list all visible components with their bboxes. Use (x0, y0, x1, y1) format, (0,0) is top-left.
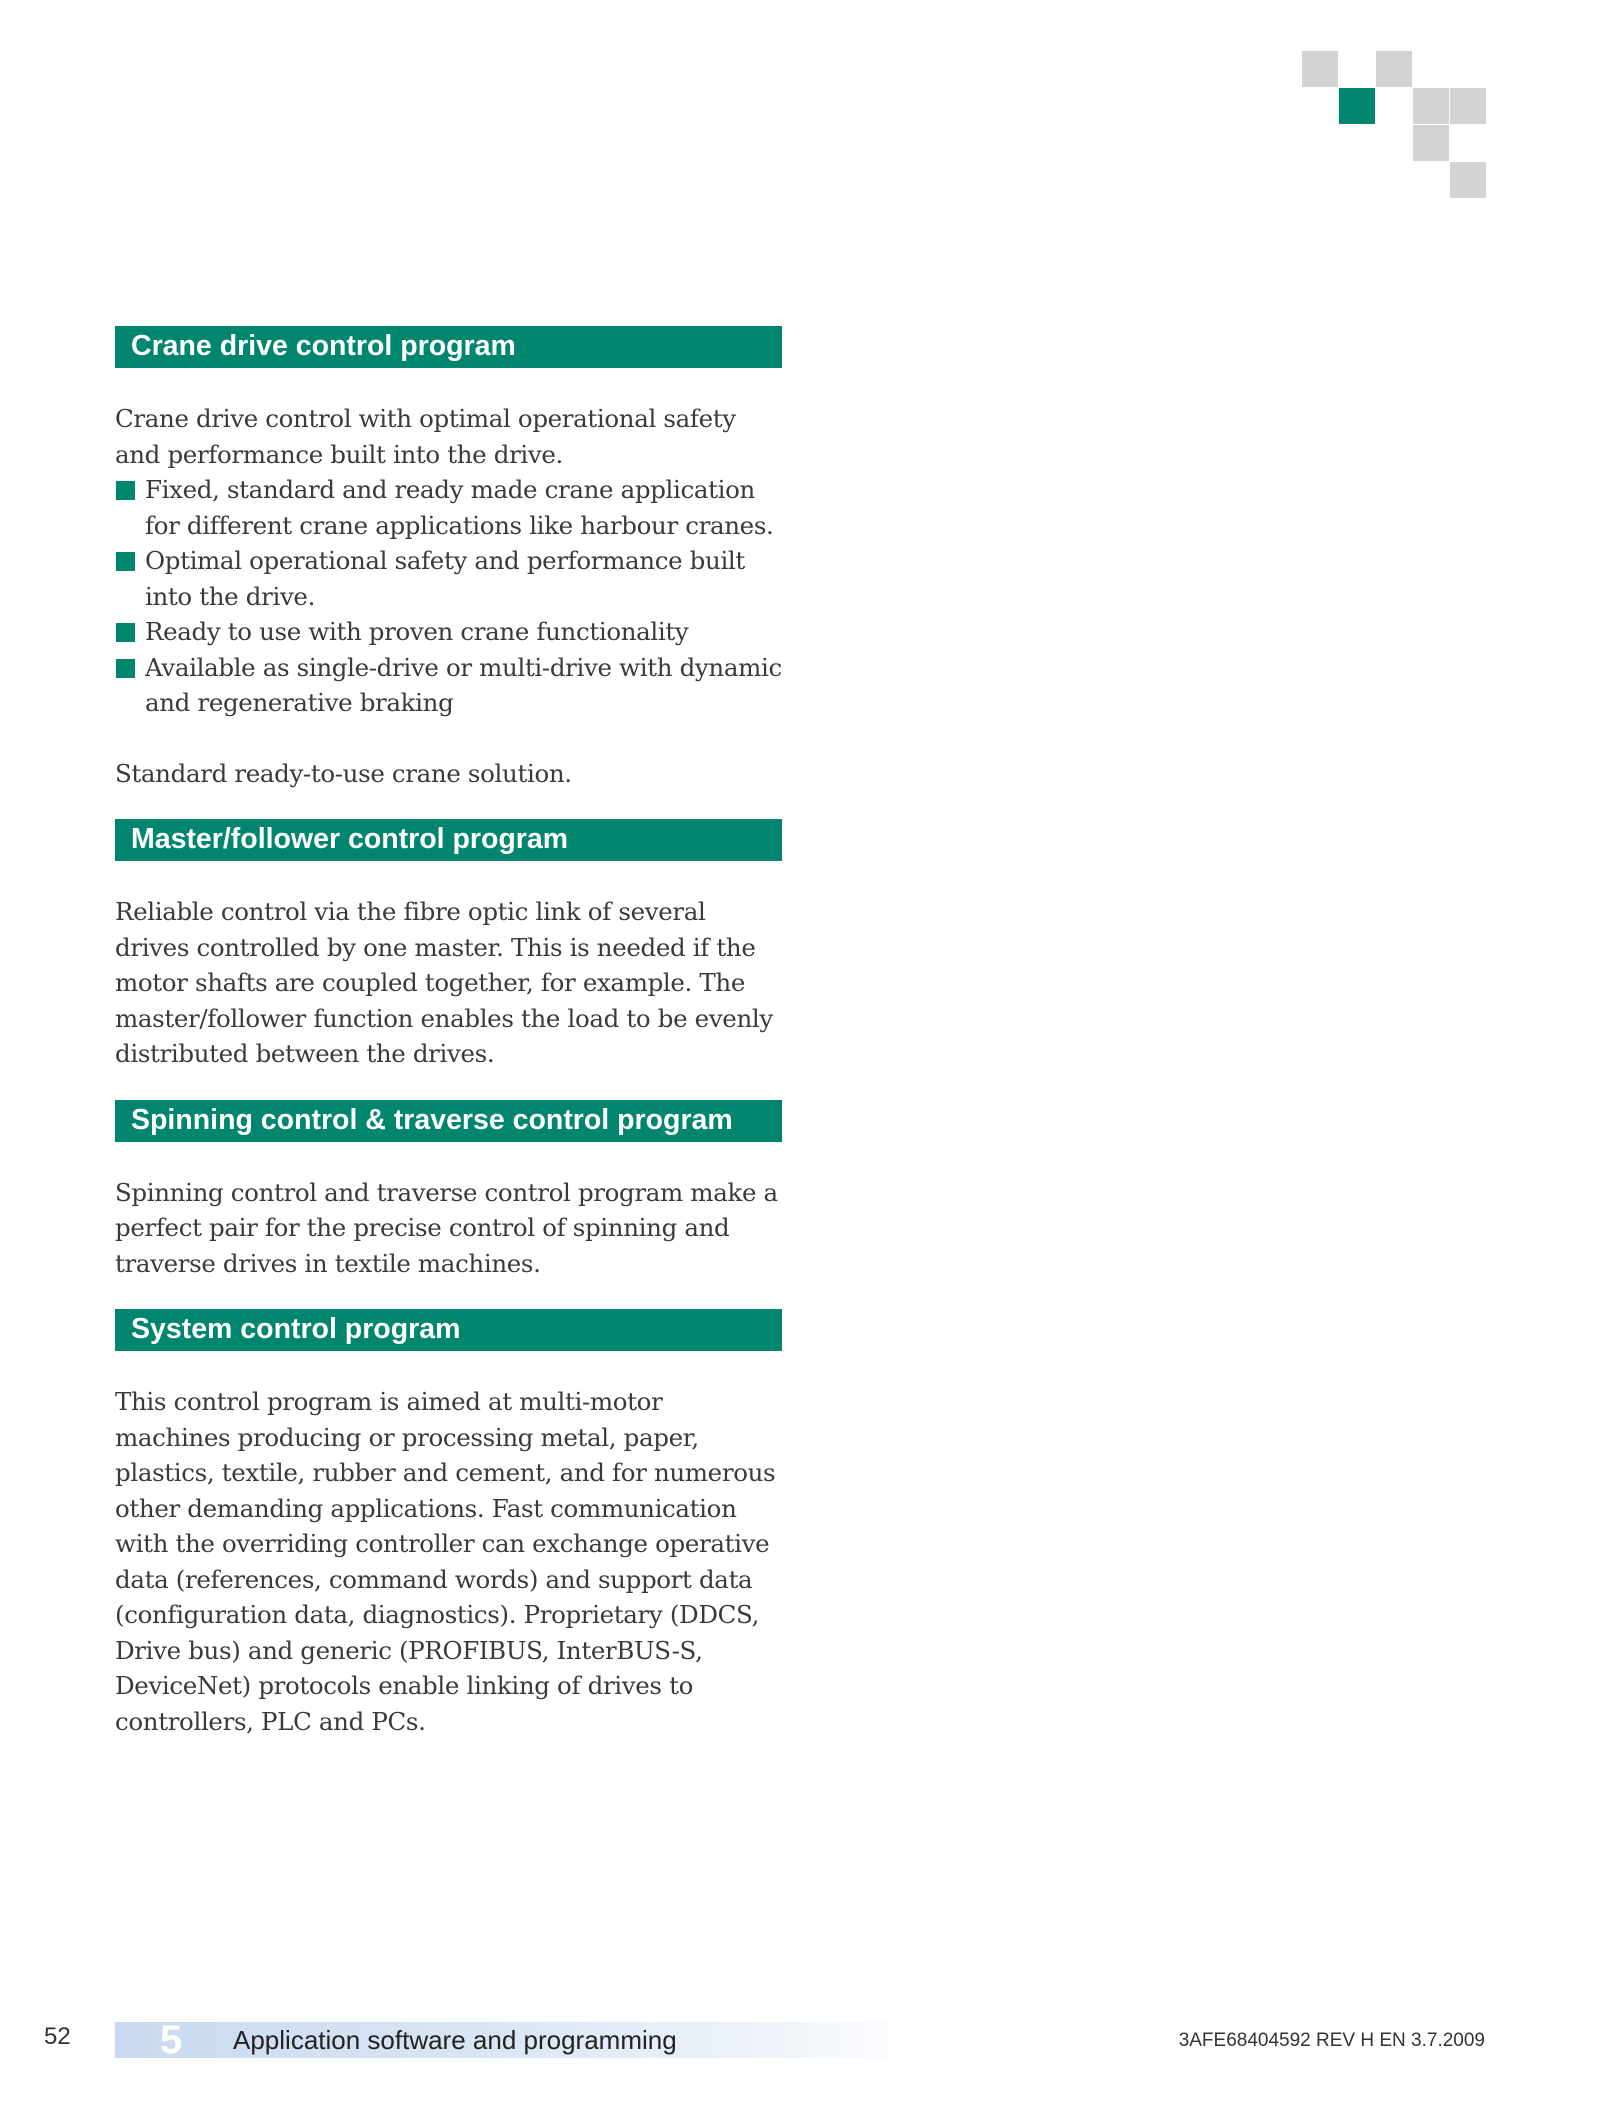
section-heading-system-control: System control program (115, 1309, 782, 1351)
list-item: Optimal operational safety and performance built into the drive. (115, 543, 782, 614)
section-closing-crane: Standard ready-to-use crane solution. (115, 758, 572, 788)
corner-square-decoration (1450, 162, 1486, 198)
square-bullet-icon (116, 481, 135, 500)
section-heading-spinning-traverse: Spinning control & traverse control program (115, 1100, 782, 1142)
corner-square-accent (1339, 88, 1375, 124)
list-item: Ready to use with proven crane functionality (115, 614, 782, 650)
list-item: Available as single-drive or multi-drive with dynamic and regenerative braking (115, 650, 782, 721)
list-item: Fixed, standard and ready made crane application for different crane applications like harbour cranes. (115, 472, 782, 543)
square-bullet-icon (116, 659, 135, 678)
corner-square-decoration (1413, 125, 1449, 161)
section-intro-crane: Crane drive control with optimal operational safety and performance built into the drive. (115, 404, 736, 469)
chapter-title: Application software and programming (233, 2025, 677, 2055)
square-bullet-icon (116, 623, 135, 642)
main-content (115, 326, 782, 1739)
corner-square-decoration (1413, 88, 1449, 124)
section-body-spinning-traverse: Spinning control and traverse control program make a perfect pair for the precise control of spinning and traverse drives in textile machines. (115, 1177, 778, 1278)
corner-square-decoration (1302, 51, 1338, 87)
section-heading-master-follower: Master/follower control program (115, 819, 782, 861)
feature-list-crane (115, 472, 782, 721)
corner-square-decoration (1376, 51, 1412, 87)
document-code: 3AFE68404592 REV H EN 3.7.2009 (1178, 2030, 1485, 2051)
section-body-system-control: This control program is aimed at multi-motor machines producing or processing metal, paper, plastics, textile, rubber and cement, and for numerous other demanding applications. Fast communication with the overriding controller can exchange operative data (references, command words) and support data (configuration data, diagnostics). Proprietary (DDCS, Drive bus) and generic (PROFIBUS, InterBUS-S, DeviceNet) protocols enable linking of drives to controllers, PLC and PCs. (115, 1387, 776, 1736)
square-bullet-icon (116, 552, 135, 571)
section-heading-crane: Crane drive control program (115, 326, 782, 368)
chapter-number: 5 (160, 2018, 183, 2062)
section-body-master-follower: Reliable control via the fibre optic link of several drives controlled by one master. This is needed if the motor shafts are coupled together, for example. The master/follower function enables the load to be evenly distributed between the drives. (115, 897, 773, 1068)
corner-square-decoration (1450, 88, 1486, 124)
page-number: 52 (44, 2023, 71, 2050)
chapter-band (115, 2018, 920, 2062)
